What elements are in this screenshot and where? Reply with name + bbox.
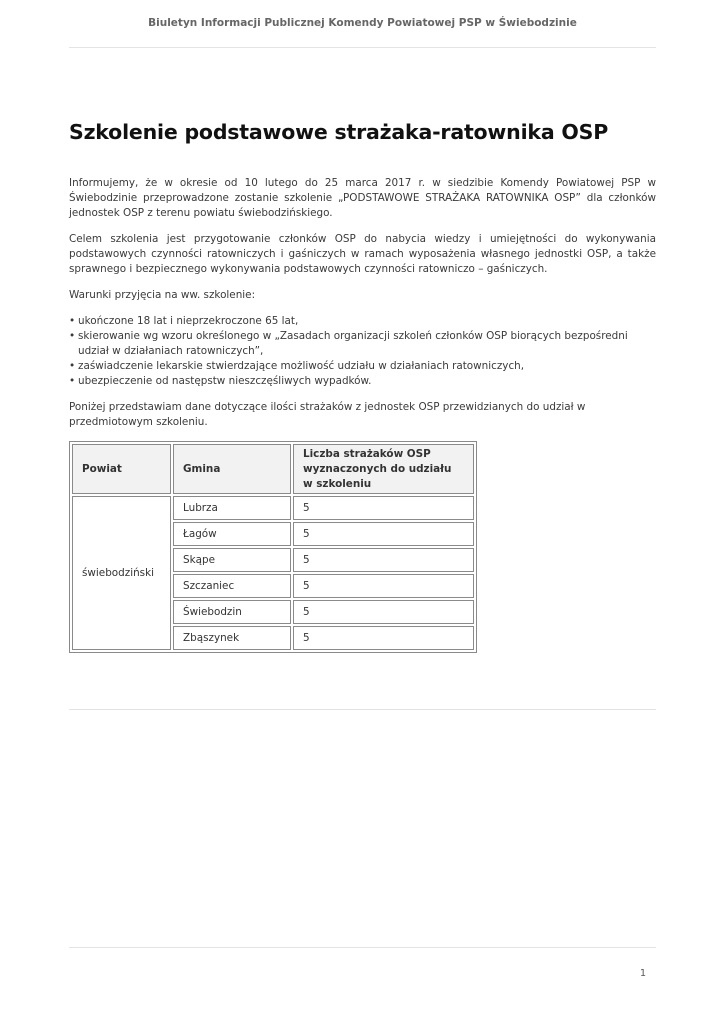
conditions-list <box>69 314 656 389</box>
bullet-icon: • <box>69 360 76 372</box>
participants-table <box>69 441 477 653</box>
gmina-cell: Lubrza <box>173 496 291 520</box>
intro-paragraph: Informujemy, że w okresie od 10 lutego do 25 marca 2017 r. w siedzibie Komendy Powiatowej PSP w Świebodzinie przeprowadzone zostanie szkolenie „PODSTAWOWE STRAŻAKA RATOWNIKA OSP” dla członków jednostek OSP z terenu powiatu świebodzińskiego. <box>69 177 656 219</box>
list-item: • zaświadczenie lekarskie stwierdzające możliwość udziału w działaniach ratowniczych, <box>69 360 525 372</box>
gmina-cell: Szczaniec <box>173 574 291 598</box>
bullet-icon: • <box>69 375 76 387</box>
count-cell: 5 <box>293 600 474 624</box>
count-cell: 5 <box>293 548 474 572</box>
content-divider <box>69 709 656 710</box>
gmina-cell: Skąpe <box>173 548 291 572</box>
list-item: • skierowanie wg wzoru określonego w „Zasadach organizacji szkoleń członków OSP biorących bezpośredni udział w działaniach ratowniczych”, <box>69 330 628 357</box>
header-count: Liczba strażaków OSP wyznaczonych do udziału w szkoleniu <box>293 444 474 494</box>
header-powiat: Powiat <box>72 444 171 494</box>
count-cell: 5 <box>293 626 474 650</box>
header-divider <box>69 47 656 48</box>
gmina-cell: Łagów <box>173 522 291 546</box>
header-gmina: Gmina <box>173 444 291 494</box>
list-item: • ubezpieczenie od następstw nieszczęśliwych wypadków. <box>69 375 372 387</box>
count-cell: 5 <box>293 522 474 546</box>
list-item: • ukończone 18 lat i nieprzekroczone 65 lat, <box>69 315 299 327</box>
bullet-icon: • <box>69 330 76 342</box>
count-cell: 5 <box>293 574 474 598</box>
table-row <box>72 496 474 520</box>
table-header-row <box>72 444 474 494</box>
count-cell: 5 <box>293 496 474 520</box>
page-number: 1 <box>640 968 647 979</box>
footer-divider <box>69 947 656 948</box>
gmina-cell: Zbąszynek <box>173 626 291 650</box>
purpose-paragraph: Celem szkolenia jest przygotowanie członków OSP do nabycia wiedzy i umiejętności do wykonywania podstawowych czynności ratowniczych i gaśniczych w ramach wyposażenia własnego jednostki OSP, a także sprawnego i bezpiecznego wykonywania podstawowych czynności ratowniczo – gaśniczych. <box>69 233 656 275</box>
powiat-cell: świebodziński <box>72 496 171 650</box>
page-header: Biuletyn Informacji Publicznej Komendy Powiatowej PSP w Świebodzinie <box>148 17 577 29</box>
gmina-cell: Świebodzin <box>173 600 291 624</box>
page-title: Szkolenie podstawowe strażaka-ratownika OSP <box>69 120 609 144</box>
table-intro: Poniżej przedstawiam dane dotyczące ilości strażaków z jednostek OSP przewidzianych do udział w przedmiotowym szkoleniu. <box>69 401 586 428</box>
bullet-icon: • <box>69 315 76 327</box>
article-body <box>69 176 656 653</box>
conditions-intro: Warunki przyjęcia na ww. szkolenie: <box>69 289 256 301</box>
